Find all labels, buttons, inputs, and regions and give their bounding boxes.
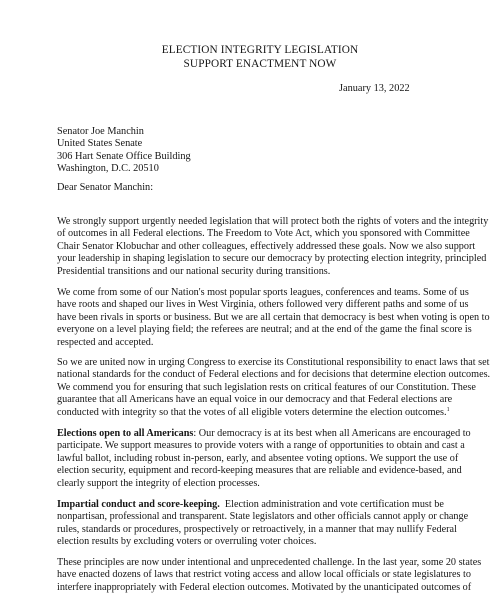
- paragraph-line: have enacted dozens of laws that restrict voting access and allow local officials or state legislatures to: [57, 569, 471, 581]
- paragraph-4: [57, 428, 472, 490]
- title-line-1: ELECTION INTEGRITY LEGISLATION: [161, 44, 359, 56]
- paragraph-line: interfere inappropriately with Federal election outcomes. Motivated by the unanticipated outcomes of: [57, 581, 472, 593]
- paragraph-line: Election administration and vote certification must be: [219, 499, 444, 510]
- paragraph-line: Chair Senator Klobuchar and other colleagues, effectively addressed these goals. Now we also support: [57, 240, 476, 252]
- paragraph-line: clearly support the integrity of election processes.: [57, 477, 260, 489]
- paragraph-line: your leadership in shaping legislation to secure our democracy by protecting election integrity, principled: [57, 253, 487, 265]
- paragraph-line: participate. We support measures to provide voters with a range of opportunities to obtain and cast a: [57, 440, 465, 452]
- paragraph-line: conducted with integrity so that the votes of all eligible voters determine the election outcomes.: [57, 406, 447, 418]
- paragraph-line: of outcomes in all Federal elections. The Freedom to Vote Act, which you sponsored with Committee: [57, 228, 470, 240]
- paragraph-line: nonpartisan, professional and transparent. State legislators and other officials cannot apply or change: [57, 511, 469, 523]
- paragraph-line: We come from some of our Nation's most popular sports leagues, conferences and teams. Some of us: [57, 287, 469, 298]
- section-heading-impartial-conduct: Impartial conduct and score-keeping.: [57, 499, 220, 510]
- paragraph-line-with-heading: [57, 499, 472, 511]
- paragraph-line-with-heading: [57, 428, 472, 440]
- paragraph-5: [57, 499, 472, 549]
- paragraph-2: [57, 287, 490, 349]
- recipient-name: Senator Joe Manchin: [57, 126, 144, 137]
- paragraph-line-with-footnote: [57, 407, 472, 419]
- paragraph-line: election results by excluding voters or overruling voter choices.: [57, 536, 317, 548]
- paragraph-line: respected and accepted.: [57, 336, 154, 348]
- paragraph-line: lawful ballot, including robust in-person, early, and absentee voting options. We support the use of: [57, 452, 459, 464]
- recipient-city: Washington, D.C. 20510: [57, 163, 159, 175]
- paragraph-line: So we are united now in urging Congress to exercise its Constitutional responsibility to enact laws that set: [57, 357, 490, 368]
- section-heading-open-elections: Elections open to all Americans: [57, 428, 194, 439]
- paragraph-6: [57, 557, 482, 594]
- letter-title: [0, 43, 500, 71]
- title-line-2: SUPPORT ENACTMENT NOW: [183, 58, 337, 70]
- paragraph-line: guarantee that all Americans have an equal voice in our democracy and that Federal elections are: [57, 394, 453, 406]
- recipient-org: United States Senate: [57, 138, 143, 150]
- paragraph-3: [57, 357, 491, 419]
- recipient-street: 306 Hart Senate Office Building: [57, 150, 191, 162]
- paragraph-line: We commend you for ensuring that such legislation rests on critical features of our Constitution. These: [57, 381, 476, 393]
- paragraph-line: everyone on a level playing field; the referees are neutral; and at the end of the game the final score is: [57, 324, 472, 336]
- letter-date: January 13, 2022: [339, 83, 410, 94]
- paragraph-line: rules, standards or procedures, prospectively or retroactively, in a manner that may nullify Federal: [57, 523, 457, 535]
- paragraph-line: national standards for the conduct of Federal elections and for decisions that determine election outcomes.: [57, 369, 491, 381]
- paragraph-line: Presidential transitions and our national security during transitions.: [57, 265, 331, 277]
- paragraph-line: We strongly support urgently needed legislation that will protect both the rights of voters and the integrity: [57, 216, 489, 227]
- paragraph-line: These principles are now under intentional and unprecedented challenge. In the last year, some 20 states: [57, 557, 482, 568]
- paragraph-line: have been rivals in sports or business. But we are all certain that democracy is best when voting is open to: [57, 311, 490, 323]
- paragraph-1: [57, 216, 489, 278]
- salutation: Dear Senator Manchin:: [57, 182, 154, 193]
- paragraph-line: : Our democracy is at its best when all Americans are encouraged to: [193, 428, 471, 439]
- paragraph-line: have roots and shaped our lives in West Virginia, others followed very different paths and some of us: [57, 299, 469, 311]
- footnote-mark: 1: [446, 406, 450, 413]
- recipient-address: [57, 126, 191, 176]
- paragraph-line: election security, equipment and record-keeping measures that are reliable and evidence-based, and: [57, 465, 462, 477]
